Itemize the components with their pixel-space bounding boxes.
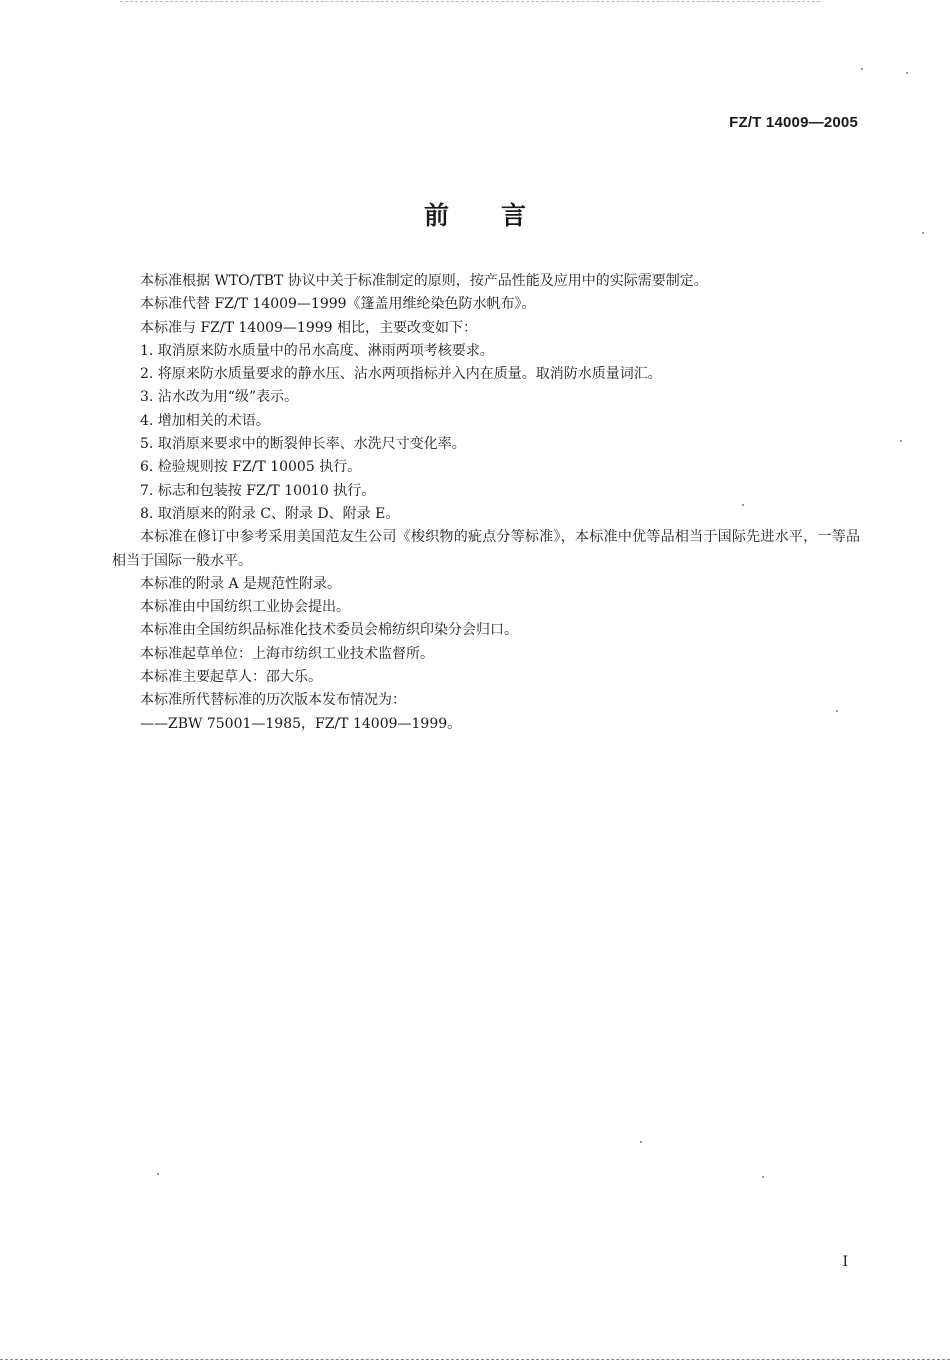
footer-scan-line [0, 1359, 950, 1360]
paragraph: 本标准在修订中参考采用美国范友生公司《梭织物的疵点分等标准》，本标准中优等品相当于国际先进水平，一等品相当于国际一般水平。 [112, 529, 860, 569]
scan-speck [762, 1176, 764, 1178]
paragraph: 本标准的附录 A 是规范性附录。 [140, 575, 342, 592]
scan-speck [640, 1141, 642, 1143]
paragraph: 本标准与 FZ/T 14009—1999 相比，主要改变如下： [140, 319, 478, 336]
list-item: 7. 标志和包装按 FZ/T 10010 执行。 [140, 482, 376, 499]
page-title: 前言 [423, 201, 578, 230]
list-item: 8. 取消原来的附录 C、附录 D、附录 E。 [140, 505, 400, 522]
paragraph: 本标准代替 FZ/T 14009—1999《篷盖用维纶染色防水帆布》。 [140, 296, 536, 313]
paragraph: 本标准起草单位：上海市纺织工业技术监督所。 [140, 645, 434, 662]
paragraph: 本标准由中国纺织工业协会提出。 [140, 599, 350, 616]
list-item: 4. 增加相关的术语。 [140, 412, 270, 429]
paragraph: ——ZBW 75001—1985，FZ/T 14009—1999。 [140, 715, 462, 732]
scan-speck [836, 710, 838, 712]
standard-code: FZ/T 14009—2005 [729, 114, 858, 131]
paragraph: 本标准所代替标准的历次版本发布情况为： [140, 692, 406, 709]
foreword-body [112, 270, 860, 736]
list-item: 3. 沾水改为用“级”表示。 [140, 389, 299, 406]
scan-speck [157, 1173, 159, 1175]
paragraph: 本标准根据 WTO/TBT 协议中关于标准制定的原则，按产品性能及应用中的实际需要制定。 [140, 273, 708, 289]
paragraph: 本标准由全国纺织品标准化技术委员会棉纺织印染分会归口。 [140, 622, 518, 639]
scan-speck [861, 68, 863, 70]
list-item: 6. 检验规则按 FZ/T 10005 执行。 [140, 459, 362, 476]
list-item: 1. 取消原来防水质量中的吊水高度、淋雨两项考核要求。 [140, 342, 494, 359]
scan-speck [742, 504, 744, 506]
header-scan-line [120, 1, 820, 2]
page-number: I [842, 1254, 848, 1270]
list-item: 5. 取消原来要求中的断裂伸长率、水洗尺寸变化率。 [140, 436, 466, 453]
paragraph: 本标准主要起草人：邵大乐。 [140, 669, 322, 686]
scan-speck [906, 72, 908, 74]
scan-speck [922, 232, 924, 234]
scan-speck [900, 440, 902, 442]
list-item: 2. 将原来防水质量要求的静水压、沾水两项指标并入内在质量。取消防水质量词汇。 [140, 366, 662, 383]
